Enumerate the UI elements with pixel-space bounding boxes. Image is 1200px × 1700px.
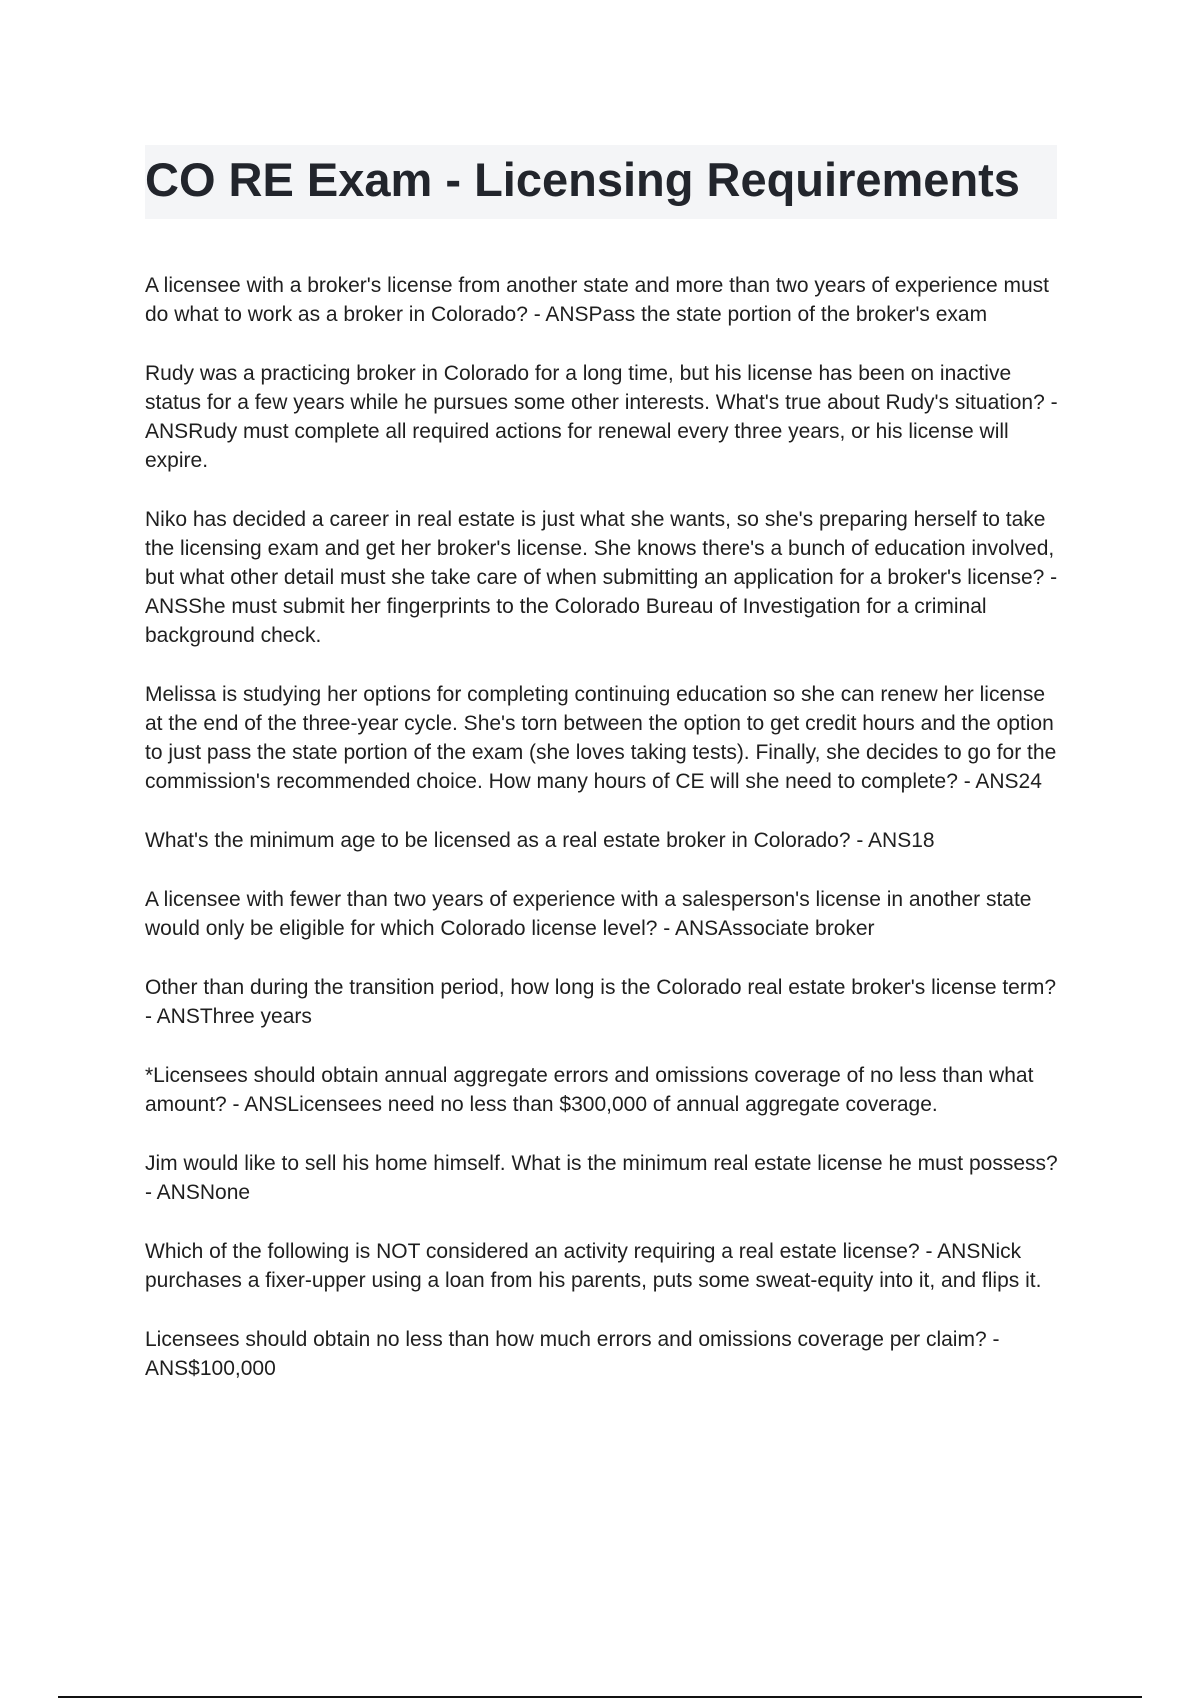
qa-item: Rudy was a practicing broker in Colorado for a long time, but his license has been on inactive status for a few years while he pursues some other interests. What's true about Rudy's situation? - ANSRudy must complete all required actions for renewal every three years, or his license will expire. — [145, 362, 1058, 472]
qa-list — [145, 271, 1060, 1413]
qa-item: A licensee with fewer than two years of experience with a salesperson's license in another state would only be eligible for which Colorado license level? - ANSAssociate broker — [145, 888, 1032, 940]
page-title: CO RE Exam - Licensing Requirements — [145, 153, 1020, 206]
qa-item: Melissa is studying her options for completing continuing education so she can renew her license at the end of the three-year cycle. She's torn between the option to get credit hours and the option to just pass the state portion of the exam (she loves taking tests). Finally, she decides to go for the commission's recommended choice. How many hours of CE will she need to complete? - ANS24 — [145, 683, 1057, 793]
qa-item: Which of the following is NOT considered an activity requiring a real estate license? - ANSNick purchases a fixer-upper using a loan from his parents, puts some sweat-equity into it, and flips it. — [145, 1240, 1042, 1292]
qa-item: Niko has decided a career in real estate is just what she wants, so she's preparing herself to take the licensing exam and get her broker's license. She knows there's a bunch of education involved, but what other detail must she take care of when submitting an application for a broker's license? - ANSShe must submit her fingerprints to the Colorado Bureau of Investigation for a criminal background check. — [145, 508, 1058, 647]
qa-item: What's the minimum age to be licensed as a real estate broker in Colorado? - ANS18 — [145, 829, 935, 852]
footer-rule — [58, 1696, 1142, 1698]
qa-item: Licensees should obtain no less than how much errors and omissions coverage per claim? - ANS$100,000 — [145, 1328, 1000, 1380]
title-banner — [145, 145, 1057, 219]
qa-item: *Licensees should obtain annual aggregate errors and omissions coverage of no less than what amount? - ANSLicensees need no less than $300,000 of annual aggregate coverage. — [145, 1064, 1034, 1116]
qa-item: A licensee with a broker's license from another state and more than two years of experience must do what to work as a broker in Colorado? - ANSPass the state portion of the broker's exam — [145, 274, 1049, 326]
qa-item: Jim would like to sell his home himself. What is the minimum real estate license he must possess? - ANSNone — [145, 1152, 1058, 1204]
qa-item: Other than during the transition period, how long is the Colorado real estate broker's license term? - ANSThree years — [145, 976, 1057, 1028]
